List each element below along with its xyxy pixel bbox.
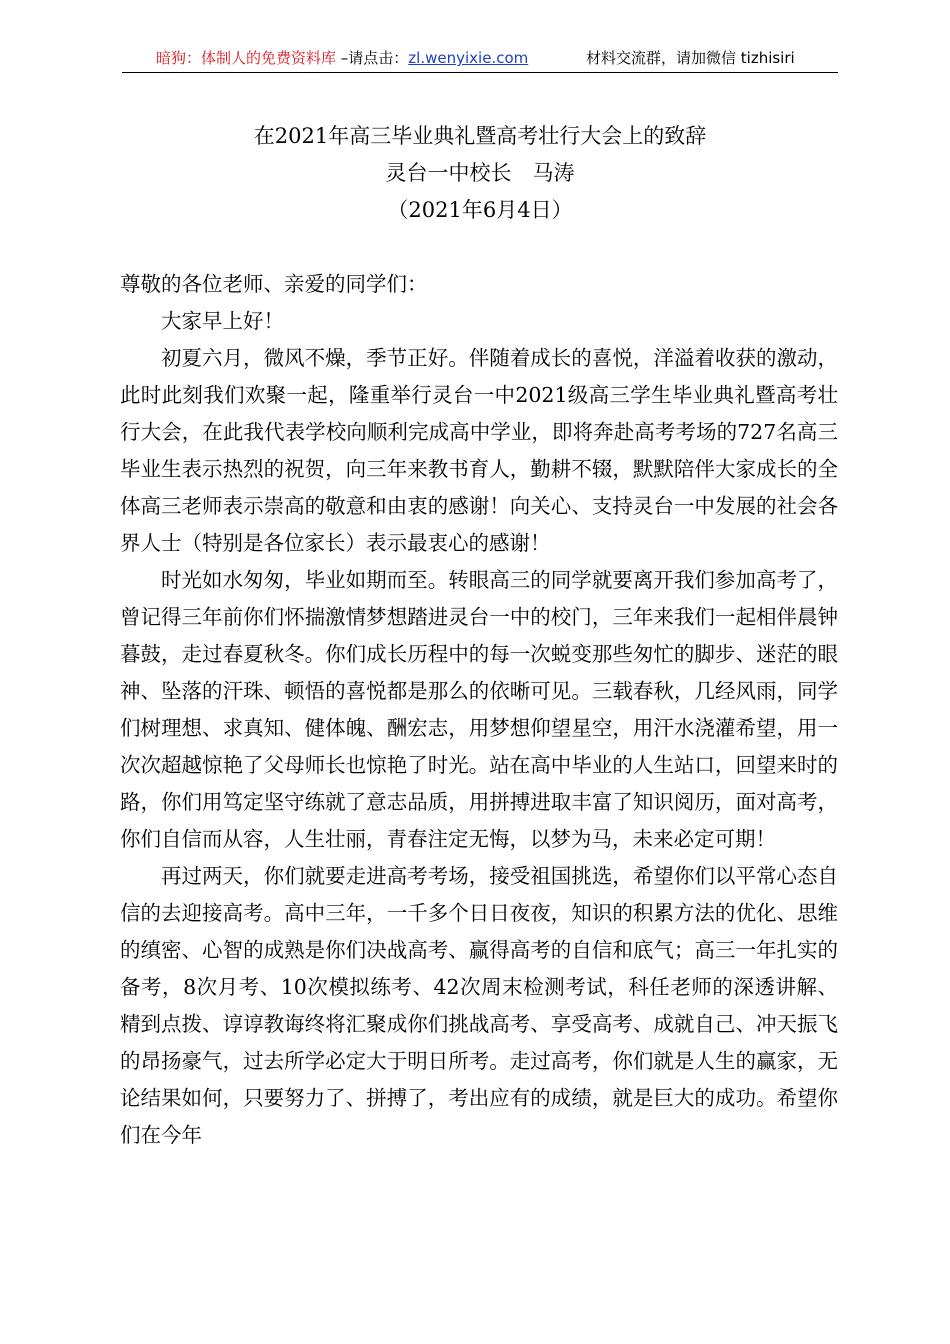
paragraph: 初夏六月，微风不燥，季节正好。伴随着成长的喜悦，洋溢着收获的激动，此时此刻我们欢聚一起，隆重举行灵台一中2021级高三学生毕业典礼暨高考壮行大会，在此我代表学校向顺利完成高中学业，即将奔赴高考考场的727名高三毕业生表示热烈的祝贺，向三年来教书育人，勤耕不辍，默默陪伴大家成长的全体高三老师表示崇高的敬意和由衷的感谢！向关心、支持灵台一中发展的社会各界人士（特别是各位家长）表示最衷心的感谢！: [120, 346, 838, 555]
paragraph: 再过两天，你们就要走进高考考场，接受祖国挑选，希望你们以平常心态自信的去迎接高考。高中三年，一千多个日日夜夜，知识的积累方法的优化、思维的缜密、心智的成熟是你们决战高考、赢得高考的自信和底气；高三一年扎实的备考，8次月考、10次模拟练考、42次周末检测考试，科任老师的深透讲解、精到点拨、谆谆教诲终将汇聚成你们挑战高考、享受高考、成就自己、冲天振飞的昂扬豪气，过去所学必定大于明日所考。走过高考，你们就是人生的赢家，无论结果如何，只要努力了、拼搏了，考出应有的成绩，就是巨大的成功。希望你们在今年: [120, 864, 838, 1147]
page-header: [122, 44, 838, 73]
header-left: [156, 44, 528, 72]
paragraph: 大家早上好！: [161, 309, 284, 333]
title-block: [120, 118, 840, 229]
paragraph: 时光如水匆匆，毕业如期而至。转眼高三的同学就要离开我们参加高考了，曾记得三年前你们怀揣激情梦想踏进灵台一中的校门，三年来我们一起相伴晨钟暮鼓，走过春夏秋冬。你们成长历程中的每一次蜕变那些匆忙的脚步、迷茫的眼神、坠落的汗珠、顿悟的喜悦都是那么的依晰可见。三载春秋，几经风雨，同学们树理想、求真知、健体魄、酬宏志，用梦想仰望星空，用汗水浇灌希望，用一次次超越惊艳了父母师长也惊艳了时光。站在高中毕业的人生站口，回望来时的路，你们用笃定坚守练就了意志品质，用拼搏进取丰富了知识阅历，面对高考，你们自信而从容，人生壮丽，青春注定无悔，以梦为马，未来必定可期！: [120, 568, 838, 851]
document-title: 在2021年高三毕业典礼暨高考壮行大会上的致辞: [253, 124, 707, 148]
document-author: 灵台一中校长 马涛: [385, 161, 575, 185]
header-right: 材料交流群，请加微信 tizhisiri: [586, 49, 795, 67]
document-date: （2021年6月4日）: [387, 198, 573, 222]
header-link[interactable]: zl.wenyixie.com: [408, 49, 529, 67]
salutation: 尊敬的各位老师、亲爱的同学们：: [120, 272, 428, 296]
document-body: [120, 266, 838, 1154]
header-prompt: –请点击：: [336, 49, 409, 67]
header-site-name: 暗狗：体制人的免费资料库: [156, 49, 337, 67]
